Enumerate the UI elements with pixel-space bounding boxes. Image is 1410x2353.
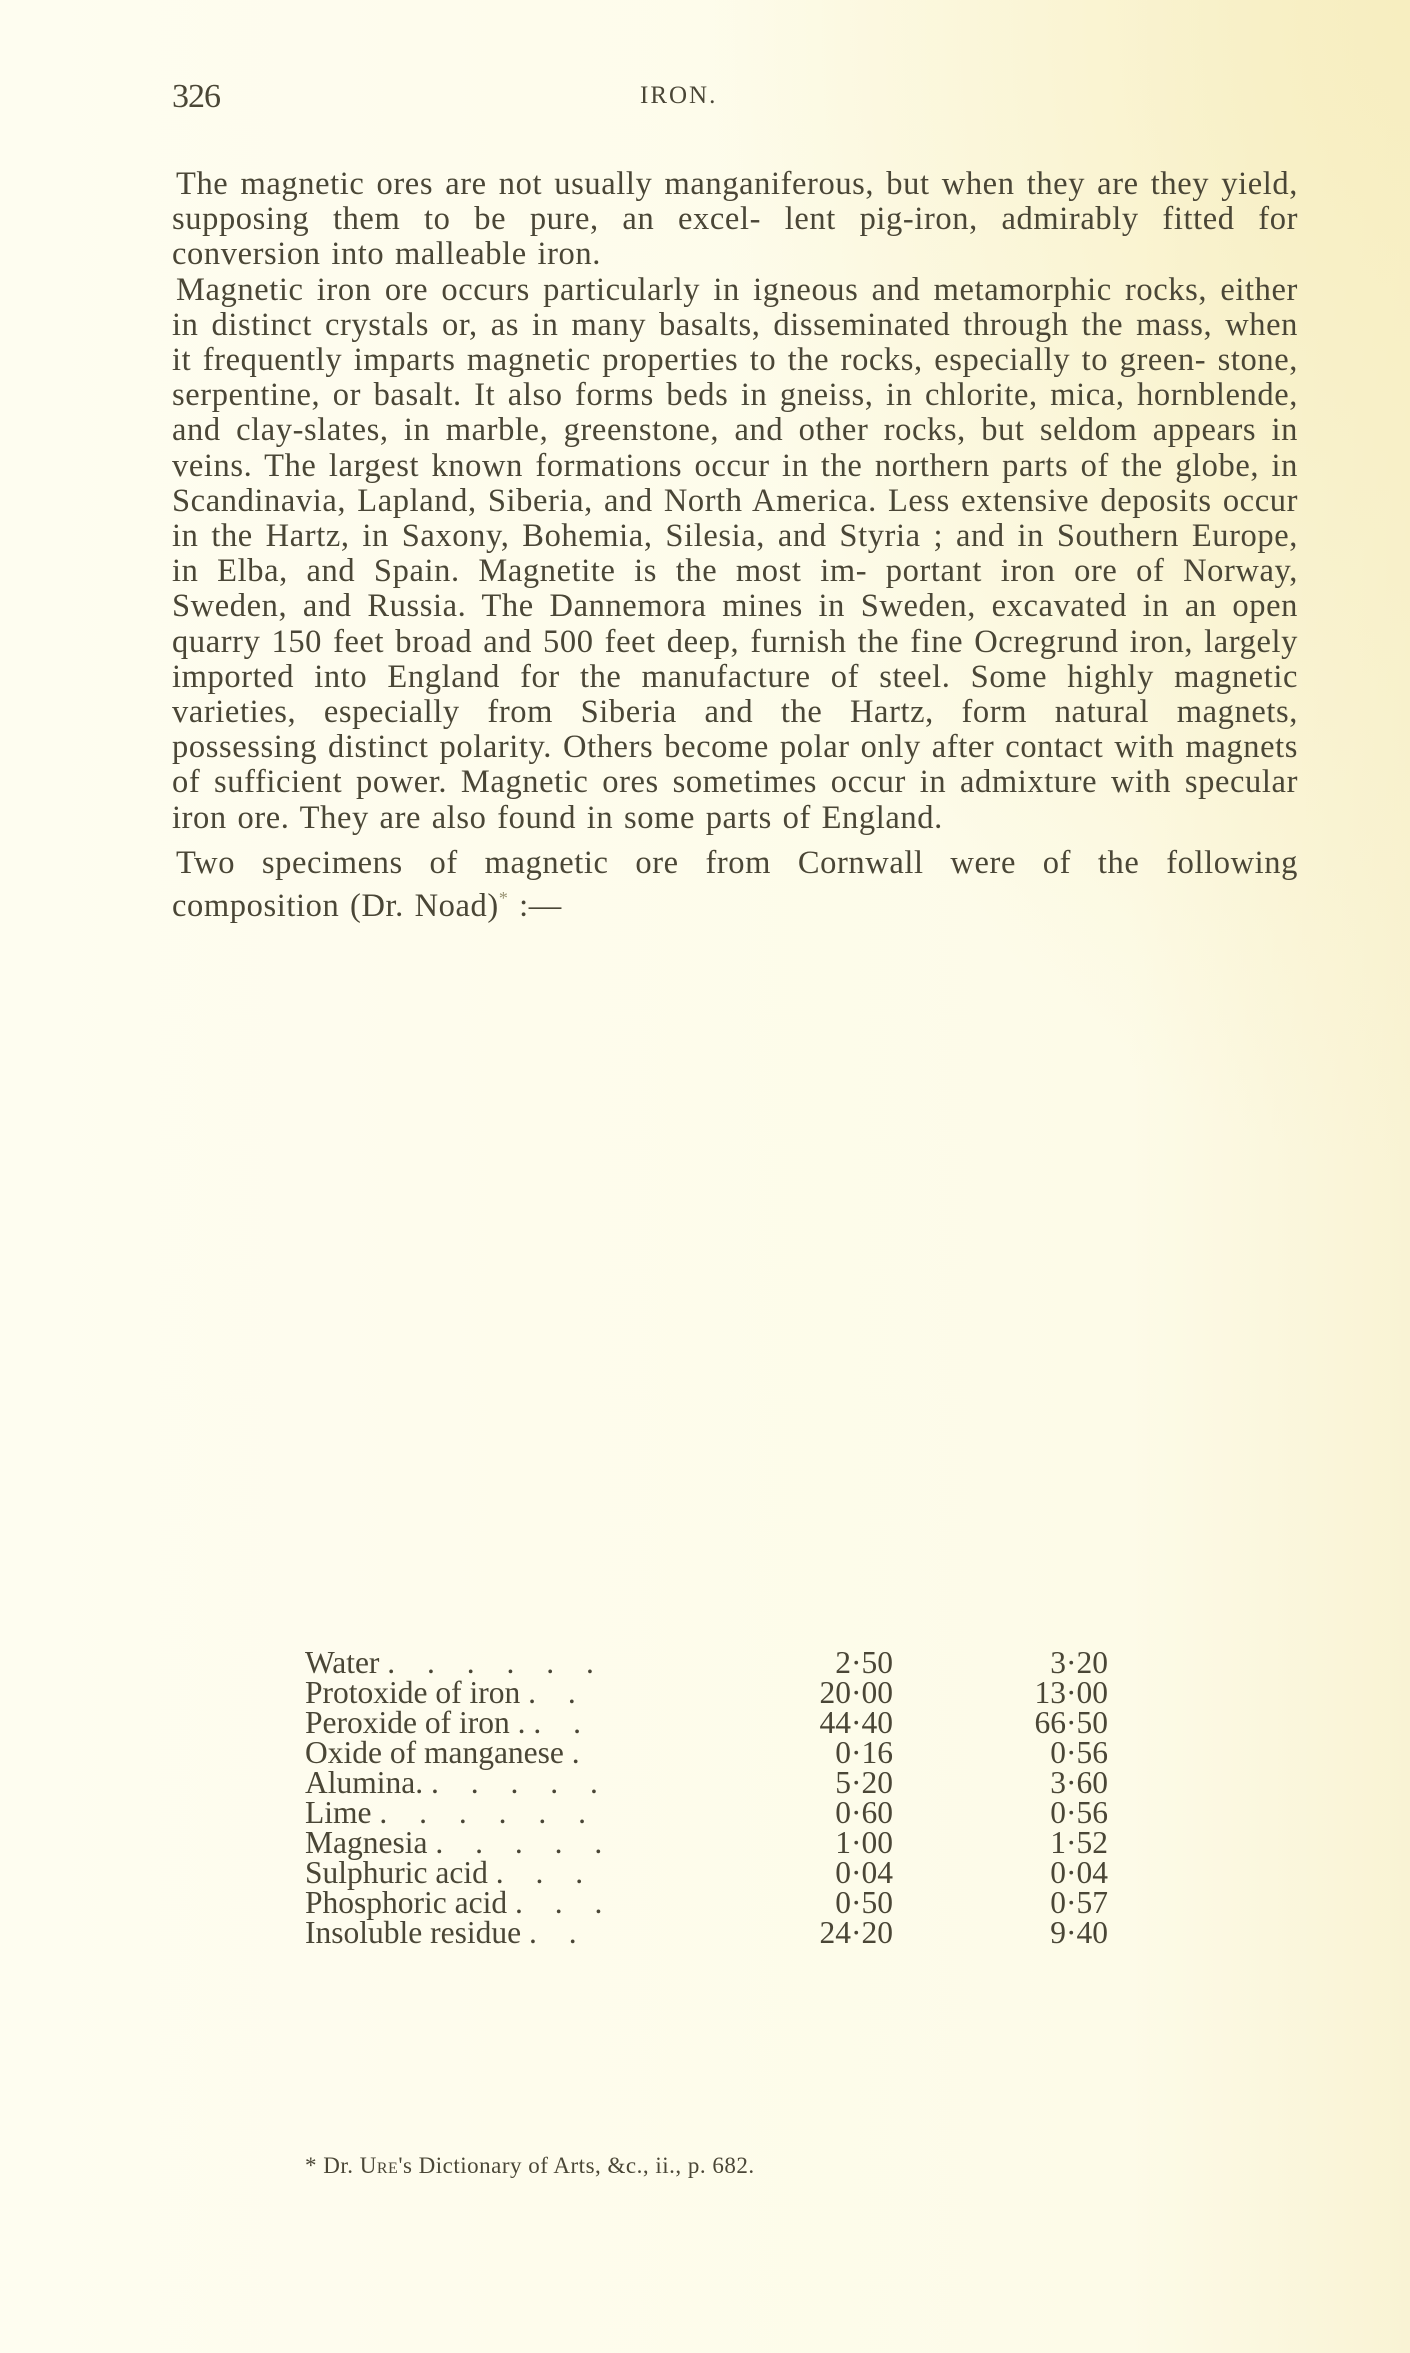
component-label-cell	[305, 1885, 783, 1920]
specimen-2-value: 3·20	[1050, 1645, 1108, 1680]
component-label-cell	[305, 1765, 783, 1800]
specimen-1-value: 0·16	[835, 1735, 893, 1770]
table-row	[305, 1768, 1108, 1798]
component-label-cell	[305, 1825, 783, 1860]
leader-dots: . .	[528, 1675, 588, 1710]
specimen-1-value: 0·60	[835, 1795, 893, 1830]
paragraph-3	[172, 846, 1298, 924]
leader-dots: . .	[533, 1705, 593, 1740]
specimen-2-value: 0·04	[1050, 1855, 1108, 1890]
specimen-2-value: 66·50	[1034, 1705, 1108, 1740]
component-label-cell	[305, 1705, 783, 1740]
component-label-cell	[305, 1855, 783, 1890]
specimen-2-value: 1·52	[1050, 1825, 1108, 1860]
table-row	[305, 1648, 1108, 1678]
specimen-2-value: 9·40	[1050, 1915, 1108, 1950]
component-label-cell	[305, 1735, 783, 1770]
component-name: Protoxide of iron	[305, 1675, 521, 1710]
running-title: IRON.	[640, 82, 718, 109]
table-row	[305, 1798, 1108, 1828]
table-row	[305, 1708, 1108, 1738]
composition-table	[305, 1645, 1145, 1950]
paragraph-3-text: Two specimens of magnetic ore from Cornwall were of the following composition (Dr. Noad)	[172, 844, 1298, 924]
leader-dots: . . . . .	[435, 1825, 615, 1860]
paragraph-2: Magnetic iron ore occurs particularly in igneous and metamorphic rocks, either in distinct crystals or, as in many basalts, disseminated through the mass, when it frequently imparts magnetic properties to the rocks, especially to green- stone, serpentine, or basalt. It also forms beds in gneiss, in chlorite, mica, hornblende, and clay-slates, in marble, greenstone, and other rocks, but seldom appears in veins. The largest known formations occur in the northern parts of the globe, in Scandinavia, Lapland, Siberia, and North America. Less extensive deposits occur in the Hartz, in Saxony, Bohemia, Silesia, and Styria ; and in Southern Europe, in Elba, and Spain. Magnetite is the most im- portant iron ore of Norway, Sweden, and Russia. The Dannemora mines in Sweden, excavated in an open quarry 150 feet broad and 500 feet deep, furnish the fine Ocregrund iron, largely imported into England for the manufacture of steel. Some highly magnetic varieties, especially from Siberia and the Hartz, form natural magnets, possessing distinct polarity. Others become polar only after contact with magnets of sufficient power. Magnetic ores sometimes occur in admixture with specular iron ore. They are also found in some parts of England.	[172, 271, 1298, 836]
component-name: Sulphuric acid	[305, 1855, 488, 1890]
specimen-1-value: 44·40	[819, 1705, 893, 1740]
table-row	[305, 1738, 1108, 1768]
specimen-1-value: 0·50	[835, 1885, 893, 1920]
component-name: Lime	[305, 1795, 372, 1830]
component-name: Peroxide of iron .	[305, 1705, 526, 1740]
leader-dots: . . . . . .	[379, 1795, 598, 1830]
specimen-2-value: 0·56	[1050, 1795, 1108, 1830]
component-name: Oxide of manganese	[305, 1735, 564, 1770]
component-label-cell	[305, 1675, 783, 1710]
table-row	[305, 1918, 1108, 1948]
footnote	[305, 2153, 755, 2179]
footnote-marker[interactable]: *	[498, 888, 509, 909]
component-label-cell	[305, 1915, 783, 1950]
running-head	[172, 78, 1298, 118]
component-name: Magnesia	[305, 1825, 428, 1860]
component-name: Phosphoric acid	[305, 1885, 508, 1920]
specimen-1-value: 2·50	[835, 1645, 893, 1680]
leader-dots: . . .	[514, 1885, 615, 1920]
table-row	[305, 1858, 1108, 1888]
specimen-2-value: 13·00	[1034, 1675, 1108, 1710]
specimen-2-value: 0·56	[1050, 1735, 1108, 1770]
component-label-cell	[305, 1795, 783, 1830]
leader-dots: . .	[528, 1915, 589, 1950]
leader-dots: . . . . .	[431, 1765, 610, 1800]
leader-dots: . . . . . .	[387, 1645, 606, 1680]
specimen-1-value: 1·00	[835, 1825, 893, 1860]
leader-dots: .	[571, 1735, 592, 1770]
footnote-author: Ure	[359, 2153, 399, 2178]
component-name: Insoluble residue	[305, 1915, 522, 1950]
specimen-1-value: 0·04	[835, 1855, 893, 1890]
table-row	[305, 1828, 1108, 1858]
specimen-1-value: 20·00	[819, 1675, 893, 1710]
component-label-cell	[305, 1645, 783, 1680]
footnote-asterisk: *	[305, 2153, 317, 2178]
specimen-2-value: 0·57	[1050, 1885, 1108, 1920]
body-text	[172, 167, 1298, 924]
table-row	[305, 1888, 1108, 1918]
specimen-1-value: 24·20	[819, 1915, 893, 1950]
leader-dots: . . .	[495, 1855, 596, 1890]
paragraph-3-suffix: :—	[508, 887, 562, 924]
component-name: Water	[305, 1645, 380, 1680]
footnote-prefix: Dr.	[323, 2153, 360, 2178]
specimen-1-value: 5·20	[835, 1765, 893, 1800]
component-name: Alumina.	[305, 1765, 424, 1800]
paragraph-1: The magnetic ores are not usually manganiferous, but when they are they yield, supposing them to be pure, an excel- lent pig-iron, admirably fitted for conversion into malleable iron.	[172, 166, 1298, 273]
specimen-2-value: 3·60	[1050, 1765, 1108, 1800]
page-number: 326	[172, 78, 220, 115]
composition-table-grid	[305, 1645, 1108, 1950]
table-row	[305, 1678, 1108, 1708]
footnote-citation: 's Dictionary of Arts, &c., ii., p. 682.	[398, 2153, 755, 2178]
